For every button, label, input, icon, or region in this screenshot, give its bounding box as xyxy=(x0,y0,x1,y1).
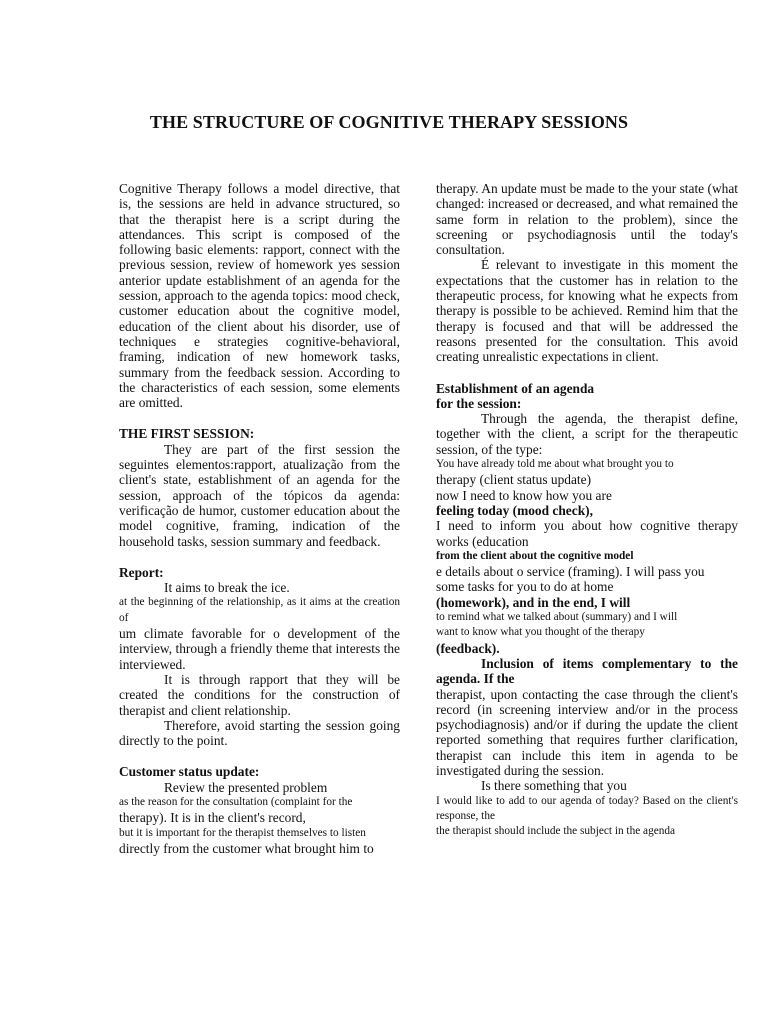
status-paragraph-1: Review the presented problem xyxy=(164,779,328,795)
agenda-line-10: to remind what we talked about (summary) and I will xyxy=(436,611,678,624)
report-paragraph-4: It is through rapport that they will be created the conditions for the construction of therapist and client relationship. xyxy=(119,671,400,718)
agenda-heading-line-2: for the session: xyxy=(436,395,522,411)
inclusion-paragraph-1: Inclusion of items complementary to the agenda. If the xyxy=(436,655,738,687)
agenda-line-7: e details about o service (framing). I will pass you xyxy=(436,564,705,580)
status-paragraph-5: directly from the customer what brought him to xyxy=(119,840,374,856)
first-session-paragraph: They are part of the first session the seguintes elementos:rapport, atualização from the client's state, establishment of an agenda for the session, approach of the tópicos da agenda: verificação de humor, customer education about the model cognitive, framing, indication of the household tasks, session summary and feedback. xyxy=(119,441,400,549)
status-paragraph-3: therapy). It is in the client's record, xyxy=(119,810,306,826)
first-session-heading: THE FIRST SESSION: xyxy=(119,426,255,442)
report-heading: Report: xyxy=(119,564,164,580)
agenda-line-3: now I need to know how you are xyxy=(436,487,612,503)
agenda-paragraph: Through the agenda, the therapist define, together with the client, a script for the therapeutic session, of the type: xyxy=(436,411,738,457)
intro-paragraph: Cognitive Therapy follows a model directive, that is, the sessions are held in advance structured, so that the therapist here is a script during the attendances. This script is composed of the following basic elements: rapport, connect with the previous session, review of homework yes session anterior update establishment of an agenda for the session, approach to the agenda topics: mood check, customer education about the cognitive model, education of the client about his disorder, use of techniques e strategies cognitive-behavioral, framing, indication of new homework tasks, summary from the feedback session. According to the characteristics of each session, some elements are omitted. xyxy=(119,181,400,411)
agenda-line-11: want to know what you thought of the therapy xyxy=(436,626,645,639)
expectations-paragraph: É relevant to investigate in this moment the expectations that the customer has in relation to the therapeutic process, for knowing what he expects from therapy is possible to be achieved. Remind him that the therapy is focused and that will be addressed the reasons presented for the consultation. This avoid creating unrealistic expectations in client. xyxy=(436,257,738,365)
agenda-line-1: You have already told me about what brought you to xyxy=(436,458,674,471)
inclusion-paragraph-2: therapist, upon contacting the case through the client's record (in screening interview and/or in the process psychodiagnosis) and/or if during the update the client reported something that requires further clarification, therapist can include this item in agenda to be investigated during the session. xyxy=(436,686,738,778)
inclusion-paragraph-3: Is there something that you xyxy=(481,778,627,794)
right-column xyxy=(436,181,738,839)
status-paragraph-2: as the reason for the consultation (complaint for the xyxy=(119,795,353,808)
agenda-line-9: (homework), and in the end, I will xyxy=(436,594,631,610)
left-column xyxy=(119,181,400,856)
agenda-heading-line-1: Establishment of an agenda xyxy=(436,380,595,396)
report-paragraph-5: Therefore, avoid starting the session going directly to the point. xyxy=(119,717,400,749)
page-title: THE STRUCTURE OF COGNITIVE THERAPY SESSIONS xyxy=(149,112,629,132)
agenda-line-8: some tasks for you to do at home xyxy=(436,579,614,595)
status-heading: Customer status update: xyxy=(119,764,260,780)
agenda-line-4: feeling today (mood check), xyxy=(436,502,593,518)
update-paragraph: therapy. An update must be made to the your state (what changed: increased or decreased, and what remained the same form in relation to the problem), since the screening or psychodiagnosis until the today's consultation. xyxy=(436,181,738,258)
agenda-line-12: (feedback). xyxy=(436,640,500,656)
inclusion-paragraph-5: the therapist should include the subject in the agenda xyxy=(436,825,676,838)
report-paragraph-3: um climate favorable for o development of the interview, through a friendly theme that interests the interviewed. xyxy=(119,626,400,672)
status-paragraph-4: but it is important for the therapist themselves to listen xyxy=(119,826,366,839)
report-paragraph-2: at the beginning of the relationship, as it aims at the creation of xyxy=(119,596,400,624)
agenda-line-5: I need to inform you about how cognitive therapy works (education xyxy=(436,518,738,549)
inclusion-paragraph-4: I would like to add to our agenda of today? Based on the client's response, the xyxy=(436,794,738,822)
agenda-line-2: therapy (client status update) xyxy=(436,472,592,488)
report-paragraph-1: It aims to break the ice. xyxy=(164,580,290,596)
agenda-line-6: from the client about the cognitive model xyxy=(436,549,634,562)
